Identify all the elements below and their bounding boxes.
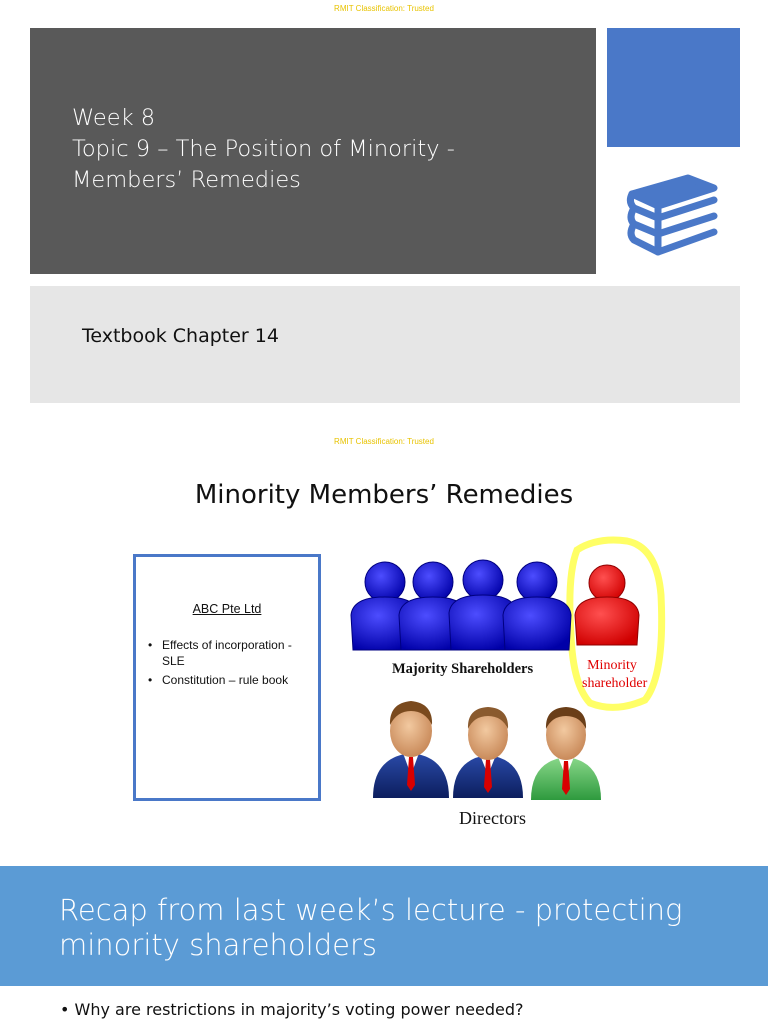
slide-subtitle: Textbook Chapter 14 bbox=[82, 325, 279, 347]
title-line: Members’ Remedies bbox=[72, 167, 301, 193]
list-item: • Constitution – rule book bbox=[148, 672, 312, 688]
slide-title: Minority Members’ Remedies bbox=[194, 480, 574, 510]
list-item: • Effects of incorporation - SLE bbox=[148, 637, 312, 669]
classification-label: RMIT Classification: Trusted bbox=[334, 437, 434, 446]
directors-label: Directors bbox=[459, 808, 526, 828]
bullet-item: • Why are restrictions in majority’s voting power needed? bbox=[60, 1000, 524, 1019]
minority-label bbox=[582, 657, 648, 693]
books-stack-icon bbox=[626, 172, 720, 260]
director-figure bbox=[453, 707, 523, 798]
company-bullets bbox=[148, 637, 312, 691]
majority-shareholder-figure bbox=[503, 562, 571, 650]
title-line: Week 8 bbox=[72, 105, 156, 131]
minority-shareholder-figure bbox=[575, 565, 639, 645]
title-line: minority shareholders bbox=[59, 928, 378, 962]
director-figure bbox=[373, 701, 449, 798]
company-box bbox=[133, 554, 321, 801]
accent-block bbox=[607, 28, 740, 147]
company-name: ABC Pte Ltd bbox=[192, 602, 262, 616]
minority-label-line: shareholder bbox=[582, 676, 648, 691]
slide-title bbox=[72, 103, 572, 196]
minority-label-line: Minority bbox=[587, 658, 637, 673]
director-figure bbox=[531, 707, 601, 800]
title-line: Recap from last week’s lecture - protecting bbox=[59, 893, 683, 927]
classification-label: RMIT Classification: Trusted bbox=[334, 4, 434, 13]
slide-title bbox=[59, 893, 739, 963]
title-line: Topic 9 – The Position of Minority - bbox=[72, 136, 455, 162]
majority-label: Majority Shareholders bbox=[392, 661, 534, 677]
